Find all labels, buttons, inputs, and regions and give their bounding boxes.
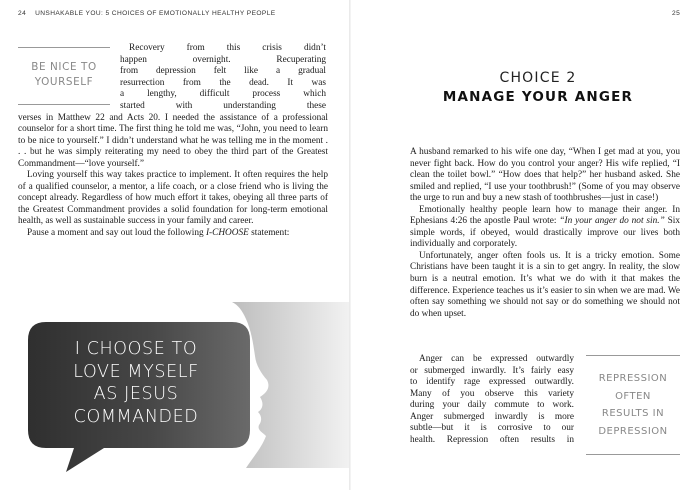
text-line: during your daily commute to work. — [410, 400, 574, 411]
text-line: Many of you observe this variety — [410, 388, 574, 399]
text-line: Recovery from this crisis didn’t — [129, 43, 326, 53]
emphasis-text: I-CHOOSE — [205, 227, 249, 238]
pull-quote-line: OFTEN — [615, 390, 651, 402]
text-line: health. Repression often results in — [410, 434, 574, 445]
pull-quote-line: YOURSELF — [34, 76, 94, 88]
chapter-label: CHOICE 2 — [499, 70, 577, 86]
i-choose-statement — [56, 338, 216, 428]
pull-quote-line: DEPRESSION — [598, 425, 668, 437]
paragraph: Pause a moment and say out loud the following I-CHOOSE statement: — [27, 227, 290, 238]
text-line: Anger can be expressed outwardly — [419, 354, 574, 364]
right-body-text — [410, 147, 680, 320]
statement-line: LOVE MYSELF — [73, 361, 199, 382]
scripture-quote: “In your anger do not sin.” — [559, 216, 665, 227]
chapter-title: MANAGE YOUR ANGER — [442, 89, 634, 105]
paragraph: Unfortunately, anger often fools us. It is a tricky emotion. Some Christians have been taught it is a sin to get angry. In reality, the slow burn is a neutral emotion. It’s what we do with it that makes the difference. Experience teaches us it’s easier to sin when we are mad. We often say something we should not say or do something we should not do when upset. — [410, 250, 680, 319]
pull-quote-line: RESULTS IN — [601, 408, 665, 419]
pull-quote-line: REPRESSION — [598, 373, 668, 384]
statement-line: COMMANDED — [73, 406, 199, 427]
statement-line: I CHOOSE TO — [74, 339, 198, 359]
text-line: started with understanding these — [120, 100, 326, 111]
pull-quote-repression — [586, 355, 680, 455]
text-line: from depression felt like a gradual — [120, 66, 326, 77]
text-line: to identify rage expressed outwardly. — [410, 377, 574, 388]
left-page-number: 24 — [18, 10, 27, 17]
text-line: happen overnight. Recuperating — [120, 54, 326, 65]
book-gutter — [349, 0, 351, 490]
text-line: Anger submerged inwardly is more — [410, 411, 574, 422]
text-line: subtle—but it is corrosive to our — [410, 423, 574, 434]
pull-quote-line: BE NICE TO — [31, 61, 97, 73]
statement-line: AS JESUS — [93, 384, 179, 404]
paragraph: A husband remarked to his wife one day, “When I get mad at you, you never fight back. How do you control your anger? His wife replied, “I clean the toilet bowl.” “How does that help?” her husband asked. She smiled and replied, “I use your toothbrush!” (Some of you may observe the urge to run and buy a new stash of toothbrushes—just in case!) — [410, 147, 680, 204]
right-page-number: 25 — [672, 10, 681, 17]
text-line: a lengthy, difficult process which — [120, 89, 326, 100]
text-line: or submerged inwardly. It’s fairly easy — [410, 365, 574, 376]
paragraph: Emotionally healthy people learn how to manage their anger. In Ephesians 4:26 the apostle Paul wrote: “In your anger do not sin.” Six simple words, if obeyed, would drastically improve our lives both individually and corporately. — [410, 204, 681, 250]
right-wrapped-text — [410, 354, 574, 446]
paragraph: verses in Matthew 22 and Acts 20. I needed the assistance of a professional counselor for a short time. The first thing he told me was, “John, you need to learn to be nice to yourself.” I didn’t understand what he was telling me in the moment . . . but he was simply reiterating my need to obey the third part of the Greatest Commandment—“love yourself.” — [18, 112, 328, 169]
paragraph: Loving yourself this way takes practice to implement. It often requires the help of a qualified counselor, a mentor, a life coach, or a close friend who is living the concept already. Regardless of how much effort it takes, obeying all three parts of the Greatest Commandment provides a solid foundation for long-term emotional health, as well as sustainable success in your family and career. — [18, 170, 328, 227]
left-running-head: UNSHAKABLE YOU: 5 CHOICES OF EMOTIONALLY HEALTHY PEOPLE — [35, 10, 276, 17]
text-line: resurrection from the dead. It was — [120, 77, 326, 88]
